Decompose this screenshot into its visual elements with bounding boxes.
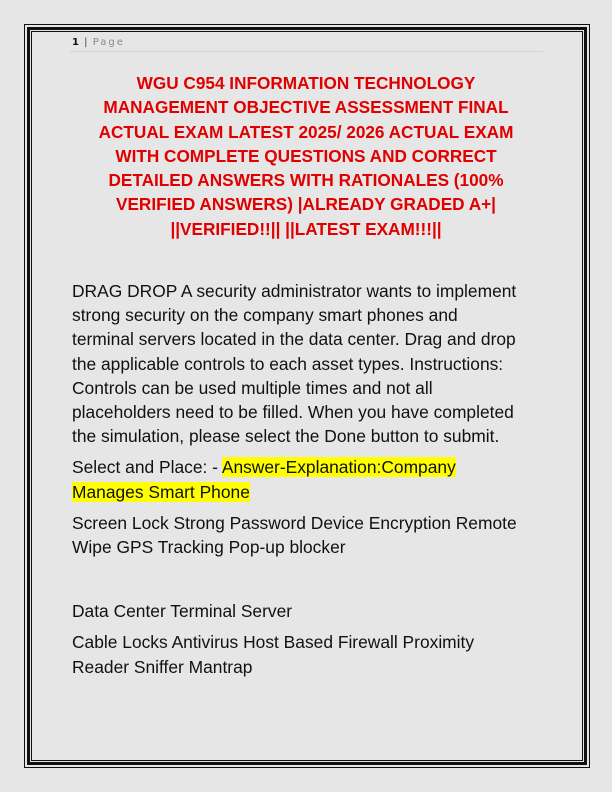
smart-phone-controls-paragraph [72, 511, 552, 559]
smart-phone-controls-line: Screen Lock Strong Password Device Encryption Remote [72, 512, 517, 533]
title-line: WGU C954 INFORMATION TECHNOLOGY [136, 73, 476, 93]
question-line: the simulation, please select the Done button to submit. [72, 426, 500, 447]
question-paragraph [72, 279, 552, 448]
data-center-controls-paragraph [72, 630, 552, 678]
smart-phone-controls-line: Wipe GPS Tracking Pop-up blocker [72, 537, 346, 558]
title-line: DETAILED ANSWERS WITH RATIONALES (100% [108, 170, 504, 191]
answer-explanation-highlight: Answer-Explanation:Company [221, 457, 456, 478]
question-line: Controls can be used multiple times and not all [72, 377, 433, 398]
data-center-controls-line: Cable Locks Antivirus Host Based Firewall Proximity [72, 632, 475, 653]
select-and-place-prefix: Select and Place: - [72, 457, 222, 478]
question-line: the applicable controls to each asset types. Instructions: [72, 353, 504, 374]
title-line: ||VERIFIED!!|| ||LATEST EXAM!!!|| [170, 218, 442, 239]
data-center-heading [72, 599, 552, 623]
document-body [72, 279, 552, 679]
question-line: strong security on the company smart phones and [72, 305, 458, 326]
title-line: MANAGEMENT OBJECTIVE ASSESSMENT FINAL [103, 97, 509, 118]
header-divider [70, 51, 543, 52]
title-line: WITH COMPLETE QUESTIONS AND CORRECT [115, 145, 497, 166]
question-line: placeholders need to be filled. When you have completed [72, 402, 514, 423]
question-line: DRAG DROP A security administrator wants to implement [72, 281, 517, 301]
question-line: terminal servers located in the data center. Drag and drop [72, 329, 516, 350]
answer-explanation-highlight: Manages Smart Phone [72, 481, 250, 502]
select-and-place-line [72, 480, 552, 504]
title-line: ACTUAL EXAM LATEST 2025/ 2026 ACTUAL EXAM [98, 121, 514, 142]
page-label: Page [92, 37, 125, 48]
data-center-controls-line: Reader Sniffer Mantrap [72, 656, 253, 677]
page-header-separator: | [84, 37, 88, 48]
document-title [60, 71, 552, 241]
select-and-place-paragraph [72, 455, 552, 503]
page-number: 1 [72, 37, 79, 48]
select-and-place-line [72, 455, 552, 479]
data-center-heading-text: Data Center Terminal Server [72, 601, 293, 622]
title-line: VERIFIED ANSWERS) |ALREADY GRADED A+| [116, 194, 496, 215]
page-header [72, 36, 125, 50]
